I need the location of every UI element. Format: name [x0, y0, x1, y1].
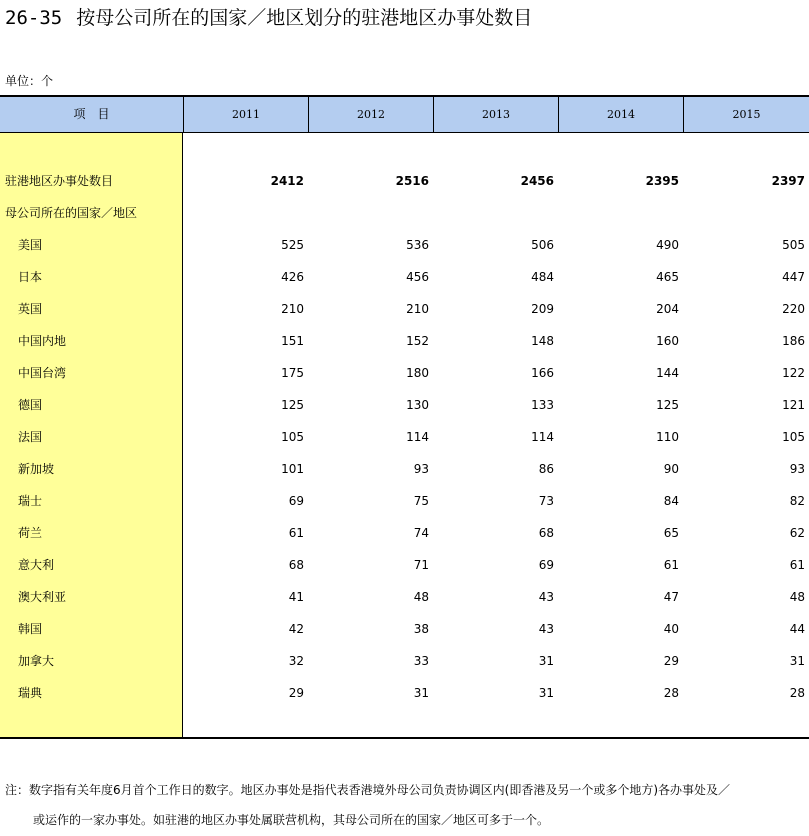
cell-value: 121: [782, 398, 805, 412]
cell-value: 484: [531, 270, 554, 284]
row-label: 韩国: [18, 622, 43, 636]
cell-value: 31: [789, 654, 805, 668]
cell-value: 61: [663, 558, 679, 572]
cell-value: 144: [656, 366, 679, 380]
note-line: 注：数字指有关年度6月首个工作日的数字。地区办事处是指代表香港境外母公司负责协调区内(即香港及另一个或多个地方)各办事处及／: [5, 783, 731, 797]
table-title: 按母公司所在的国家／地区划分的驻港地区办事处数目: [76, 7, 533, 29]
row-label: 加拿大: [18, 654, 55, 668]
cell-value: 48: [789, 590, 805, 604]
cell-value: 44: [789, 622, 805, 636]
cell-value: 133: [531, 398, 554, 412]
table-row: [0, 357, 809, 389]
row-label: 荷兰: [18, 526, 43, 540]
table-row: [0, 325, 809, 357]
cell-value: 160: [656, 334, 679, 348]
row-label: 母公司所在的国家／地区: [5, 206, 138, 220]
cell-value: 31: [413, 686, 429, 700]
header-row: [0, 97, 809, 133]
row-label: 瑞典: [18, 686, 43, 700]
table-row: [0, 421, 809, 453]
row-label: 瑞士: [18, 494, 43, 508]
cell-value: 33: [413, 654, 429, 668]
row-label: 美国: [18, 238, 43, 252]
table-row: [0, 581, 809, 613]
cell-value: 2397: [771, 174, 805, 188]
cell-value: 152: [406, 334, 429, 348]
cell-value: 43: [538, 590, 554, 604]
total-row: [0, 165, 809, 197]
unit-label: 单位：个: [5, 74, 54, 88]
year-header: 2012: [308, 97, 433, 132]
cell-value: 68: [538, 526, 554, 540]
cell-value: 74: [413, 526, 429, 540]
row-label: 中国内地: [18, 334, 67, 348]
cell-value: 525: [281, 238, 304, 252]
cell-value: 456: [406, 270, 429, 284]
cell-value: 86: [538, 462, 554, 476]
page-title: [5, 6, 532, 30]
cell-value: 465: [656, 270, 679, 284]
cell-value: 125: [656, 398, 679, 412]
cell-value: 186: [782, 334, 805, 348]
cell-value: 110: [656, 430, 679, 444]
cell-value: 2395: [645, 174, 679, 188]
cell-value: 42: [288, 622, 304, 636]
cell-value: 90: [663, 462, 679, 476]
table-row: [0, 261, 809, 293]
cell-value: 105: [281, 430, 304, 444]
year-header: 2013: [433, 97, 558, 132]
cell-value: 180: [406, 366, 429, 380]
cell-value: 101: [281, 462, 304, 476]
cell-value: 65: [663, 526, 679, 540]
table-row: [0, 485, 809, 517]
cell-value: 75: [413, 494, 429, 508]
cell-value: 151: [281, 334, 304, 348]
year-header: 2014: [558, 97, 683, 132]
note-line: 或运作的一家办事处。如驻港的地区办事处属联营机构，其母公司所在的国家／地区可多于一个。: [33, 813, 550, 827]
cell-value: 38: [413, 622, 429, 636]
year-header: 2015: [683, 97, 809, 132]
cell-value: 61: [789, 558, 805, 572]
row-label: 英国: [18, 302, 43, 316]
year-header: 2011: [183, 97, 308, 132]
row-label: 驻港地区办事处数目: [5, 174, 114, 188]
cell-value: 505: [782, 238, 805, 252]
cell-value: 166: [531, 366, 554, 380]
cell-value: 31: [538, 686, 554, 700]
cell-value: 69: [288, 494, 304, 508]
cell-value: 114: [531, 430, 554, 444]
cell-value: 62: [789, 526, 805, 540]
cell-value: 28: [789, 686, 805, 700]
cell-value: 490: [656, 238, 679, 252]
table-row: [0, 229, 809, 261]
cell-value: 68: [288, 558, 304, 572]
cell-value: 210: [406, 302, 429, 316]
table-row: [0, 293, 809, 325]
cell-value: 29: [288, 686, 304, 700]
cell-value: 125: [281, 398, 304, 412]
row-label: 意大利: [18, 558, 55, 572]
table-row: [0, 677, 809, 709]
item-header: 项 目: [73, 107, 110, 121]
row-label: 德国: [18, 398, 43, 412]
cell-value: 122: [782, 366, 805, 380]
cell-value: 2412: [270, 174, 304, 188]
cell-value: 93: [413, 462, 429, 476]
subheader-row: [0, 197, 809, 229]
row-label: 日本: [18, 270, 43, 284]
cell-value: 536: [406, 238, 429, 252]
cell-value: 2516: [395, 174, 429, 188]
cell-value: 73: [538, 494, 554, 508]
table-row: [0, 389, 809, 421]
cell-value: 29: [663, 654, 679, 668]
cell-value: 105: [782, 430, 805, 444]
cell-value: 69: [538, 558, 554, 572]
row-label: 法国: [18, 430, 43, 444]
table-row: [0, 549, 809, 581]
cell-value: 114: [406, 430, 429, 444]
notes: [5, 775, 805, 835]
cell-value: 71: [413, 558, 429, 572]
cell-value: 130: [406, 398, 429, 412]
table-row: [0, 613, 809, 645]
cell-value: 204: [656, 302, 679, 316]
data-table: [0, 95, 809, 739]
cell-value: 506: [531, 238, 554, 252]
row-label: 新加坡: [18, 462, 55, 476]
cell-value: 41: [288, 590, 304, 604]
cell-value: 28: [663, 686, 679, 700]
cell-value: 447: [782, 270, 805, 284]
table-row: [0, 517, 809, 549]
cell-value: 82: [789, 494, 805, 508]
row-label: 澳大利亚: [18, 590, 67, 604]
cell-value: 40: [663, 622, 679, 636]
table-row: [0, 453, 809, 485]
cell-value: 43: [538, 622, 554, 636]
cell-value: 84: [663, 494, 679, 508]
table-number: 26-35: [5, 7, 63, 29]
cell-value: 48: [413, 590, 429, 604]
cell-value: 47: [663, 590, 679, 604]
cell-value: 2456: [520, 174, 554, 188]
table-row: [0, 645, 809, 677]
cell-value: 148: [531, 334, 554, 348]
row-label: 中国台湾: [18, 366, 67, 380]
cell-value: 31: [538, 654, 554, 668]
cell-value: 175: [281, 366, 304, 380]
cell-value: 210: [281, 302, 304, 316]
cell-value: 32: [288, 654, 304, 668]
cell-value: 61: [288, 526, 304, 540]
cell-value: 220: [782, 302, 805, 316]
cell-value: 426: [281, 270, 304, 284]
cell-value: 93: [789, 462, 805, 476]
cell-value: 209: [531, 302, 554, 316]
